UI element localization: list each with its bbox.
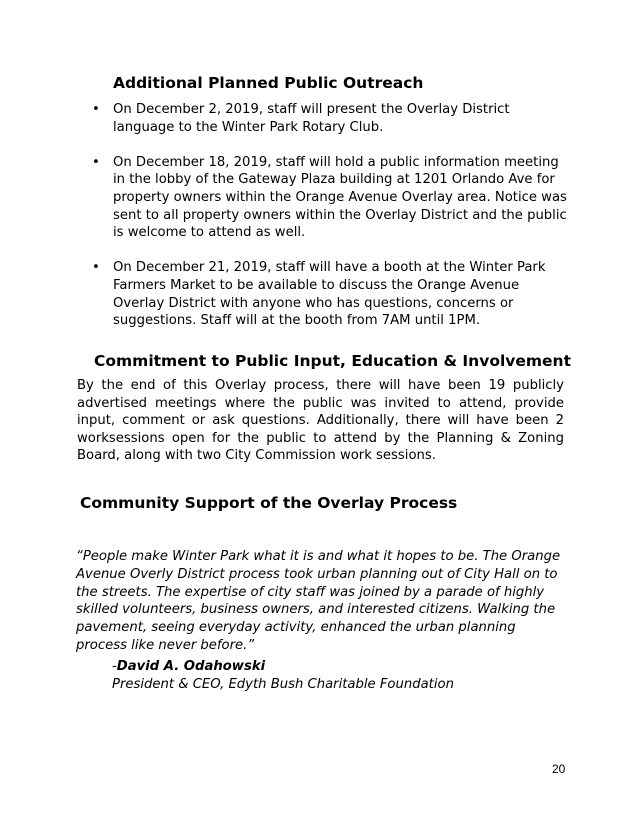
bullet-text: On December 18, 2019, staff will hold a public information meeting in the lobby of the Gateway Plaza building at 1201 Orlando Ave for property owners within the Orange Avenue Overlay area. Notice was sent to all property owners within the Overlay District and the public is welcome to attend as well. [113, 154, 567, 241]
bullet-icon: • [92, 102, 100, 117]
heading-community-support: Community Support of the Overlay Process [80, 494, 458, 512]
outreach-bullet-list [92, 101, 572, 347]
attribution [112, 658, 454, 693]
bullet-text: On December 21, 2019, staff will have a booth at the Winter Park Farmers Market to be available to discuss the Orange Avenue Overlay District with anyone who has questions, concerns or suggestions. Staff will at the booth from 7AM until 1PM. [113, 260, 546, 329]
attribution-name: David A. Odahowski [116, 659, 266, 674]
bullet-item [92, 101, 572, 136]
page-number: 20 [552, 762, 566, 776]
bullet-text: On December 2, 2019, staff will present the Overlay District language to the Winter Park Rotary Club. [113, 102, 510, 135]
attribution-dash: - [112, 659, 117, 674]
heading-additional-outreach: Additional Planned Public Outreach [113, 74, 424, 92]
heading-commitment: Commitment to Public Input, Education & Involvement [94, 352, 572, 370]
testimonial-quote: “People make Winter Park what it is and what it hopes to be. The Orange Avenue Overly District process took urban planning out of City Hall on to the streets. The expertise of city staff was joined by a parade of highly skilled volunteers, business owners, and interested citizens. Walking the pavement, seeing everyday activity, enhanced the urban planning process like never before.” [76, 549, 561, 653]
bullet-icon: • [92, 154, 100, 170]
bullet-item [92, 154, 572, 242]
bullet-icon: • [92, 260, 100, 276]
attribution-title: President & CEO, Edyth Bush Charitable Foundation [112, 676, 454, 692]
commitment-paragraph: By the end of this Overlay process, there will have been 19 publicly advertised meetings where the public was invited to attend, provide input, comment or ask questions. Additionally, there will have been 2 worksessions open for the public to attend by the Planning & Zoning Board, along with two City Commission work sessions. [77, 378, 564, 464]
bullet-item [92, 259, 572, 329]
